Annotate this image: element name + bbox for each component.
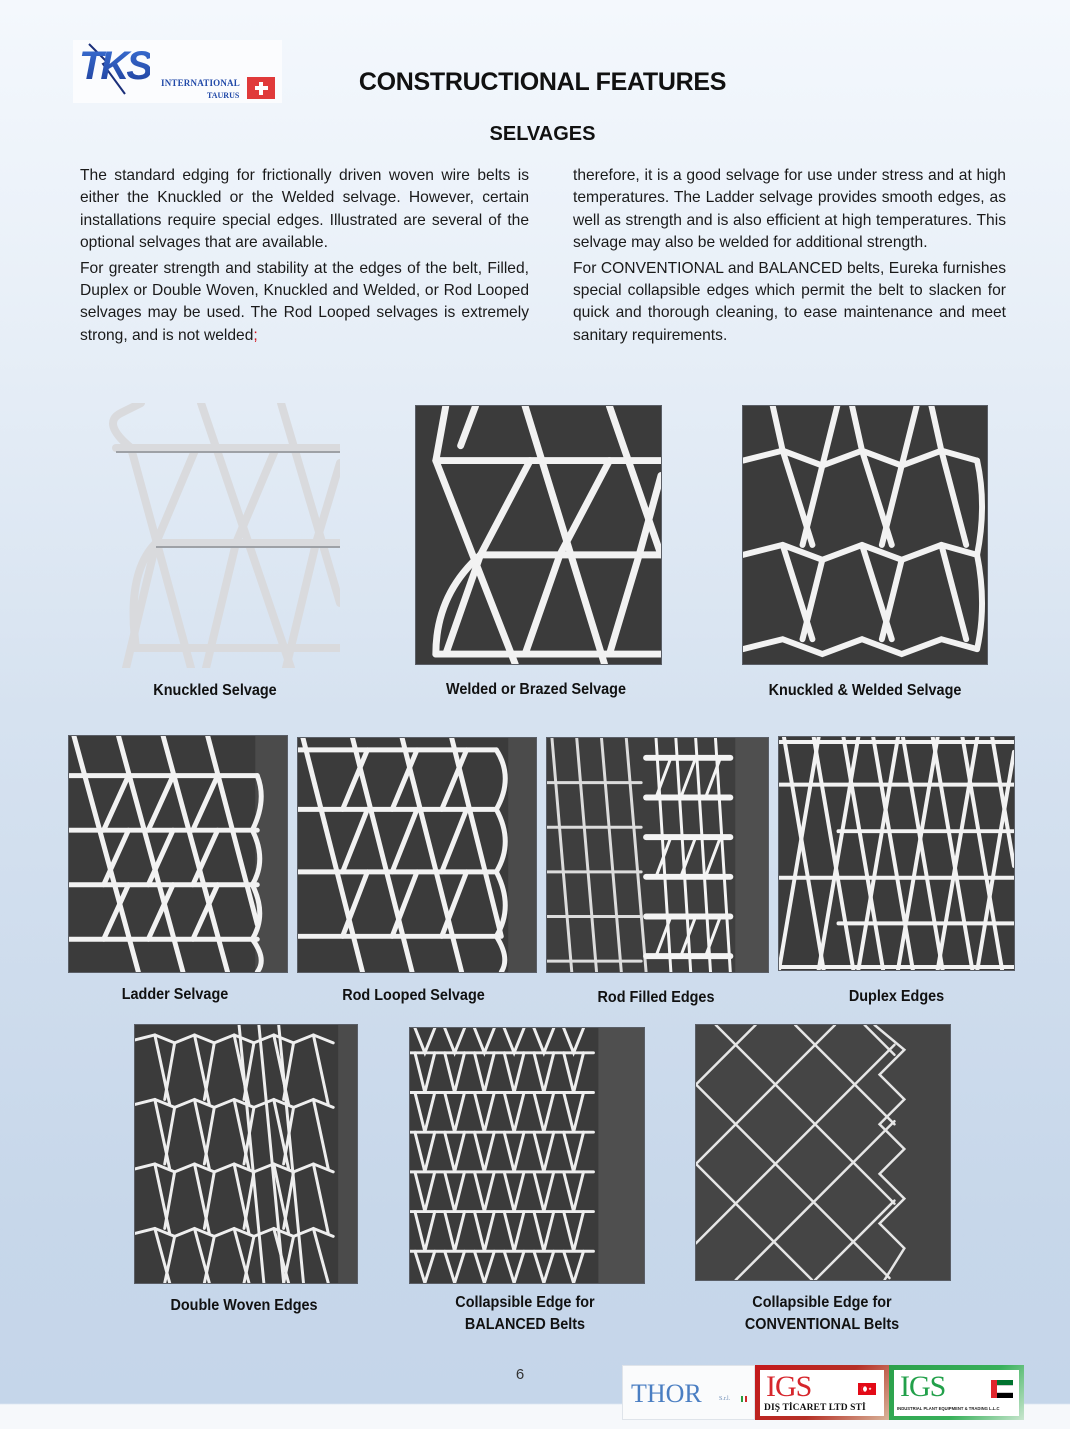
caption-knuckled-selvage: Knuckled Selvage <box>153 682 277 699</box>
figure-welded-or-brazed-selvage-image <box>415 405 662 665</box>
igs-turkey-logo <box>755 1365 889 1420</box>
paragraph: For CONVENTIONAL and BALANCED belts, Eureka furnishes special collapsible edges which permit the belt to slacken for quick and thorough cleaning, to ease maintenance and meet sanitary requirements. <box>573 259 1006 344</box>
caption-rod-looped-selvage: Rod Looped Selvage <box>342 987 485 1004</box>
body-text-left-column <box>80 165 529 350</box>
page-number: 6 <box>515 1366 525 1383</box>
uae-flag-icon <box>991 1380 1013 1398</box>
figure-duplex-edges-image <box>778 736 1015 971</box>
logo-line-international: INTERNATIONAL <box>161 78 240 88</box>
figure-collapsible-edge-balanced-image <box>409 1027 645 1284</box>
caption-double-woven-edges: Double Woven Edges <box>170 1297 318 1314</box>
figure-knuckled-and-welded-selvage-image <box>742 405 988 665</box>
caption-knuckled-and-welded-selvage: Knuckled & Welded Selvage <box>768 682 962 699</box>
igs-logo-name: IGS <box>766 1370 812 1403</box>
red-semicolon: ; <box>253 326 258 344</box>
caption-duplex-edges: Duplex Edges <box>848 988 945 1005</box>
figure-knuckled-selvage-image <box>96 403 340 668</box>
thor-logo-suffix: S.r.l. <box>719 1396 731 1402</box>
footer-partner-logos <box>622 1365 1024 1420</box>
figure-ladder-selvage-image <box>68 735 288 973</box>
paragraph: therefore, it is a good selvage for use under stress and at high temperatures. The Ladder selvage provides smooth edges, as well as strength and is also efficient at high temperatures. This selvage may also be welded for additional strength. <box>573 167 1006 252</box>
figure-collapsible-edge-conventional-image <box>695 1024 951 1281</box>
logo-brand: TKS <box>79 44 150 88</box>
paragraph: For greater strength and stability at the edges of the belt, Filled, Duplex or Double Woven, Knuckled and Welded, or Rod Looped selvages may be used. The Rod Looped selvages is extremely strong, and is not welded; <box>80 259 529 344</box>
caption-collapsible-edge-conventional: Collapsible Edge for CONVENTIONAL Belts <box>744 1294 900 1333</box>
igs-uae-subtitle: INDUSTRIAL PLANT EQUIPMENT & TRADING L.L.C <box>897 1406 1000 1411</box>
igs-turkey-subtitle: DIŞ TİCARET LTD STİ <box>764 1403 866 1413</box>
figure-rod-filled-edges-image <box>546 737 769 973</box>
turkey-flag-icon: ★ <box>858 1383 876 1395</box>
paragraph: The standard edging for frictionally driven woven wire belts is either the Knuckled or the Welded selvage. However, certain installations require special edges. Illustrated are several of the optional selvages that are available. <box>80 167 529 252</box>
thor-logo <box>622 1365 755 1420</box>
logo-line-taurus: TAURUS <box>207 91 240 100</box>
figure-double-woven-edges-image <box>134 1024 358 1284</box>
figure-rod-looped-selvage-image <box>297 737 537 973</box>
caption-rod-filled-edges: Rod Filled Edges <box>597 989 715 1006</box>
caption-collapsible-edge-balanced: Collapsible Edge for BALANCED Belts <box>455 1294 595 1333</box>
body-text-right-column <box>573 165 1006 350</box>
thor-logo-name: THOR <box>631 1379 702 1408</box>
italy-flag-icon <box>741 1396 747 1402</box>
section-title: SELVAGES <box>489 123 596 145</box>
igs-uae-logo <box>889 1365 1024 1420</box>
caption-welded-or-brazed-selvage: Welded or Brazed Selvage <box>446 681 626 698</box>
igs-logo-name: IGS <box>900 1370 946 1403</box>
caption-ladder-selvage: Ladder Selvage <box>121 986 229 1003</box>
page-title: CONSTRUCTIONAL FEATURES <box>358 68 727 96</box>
